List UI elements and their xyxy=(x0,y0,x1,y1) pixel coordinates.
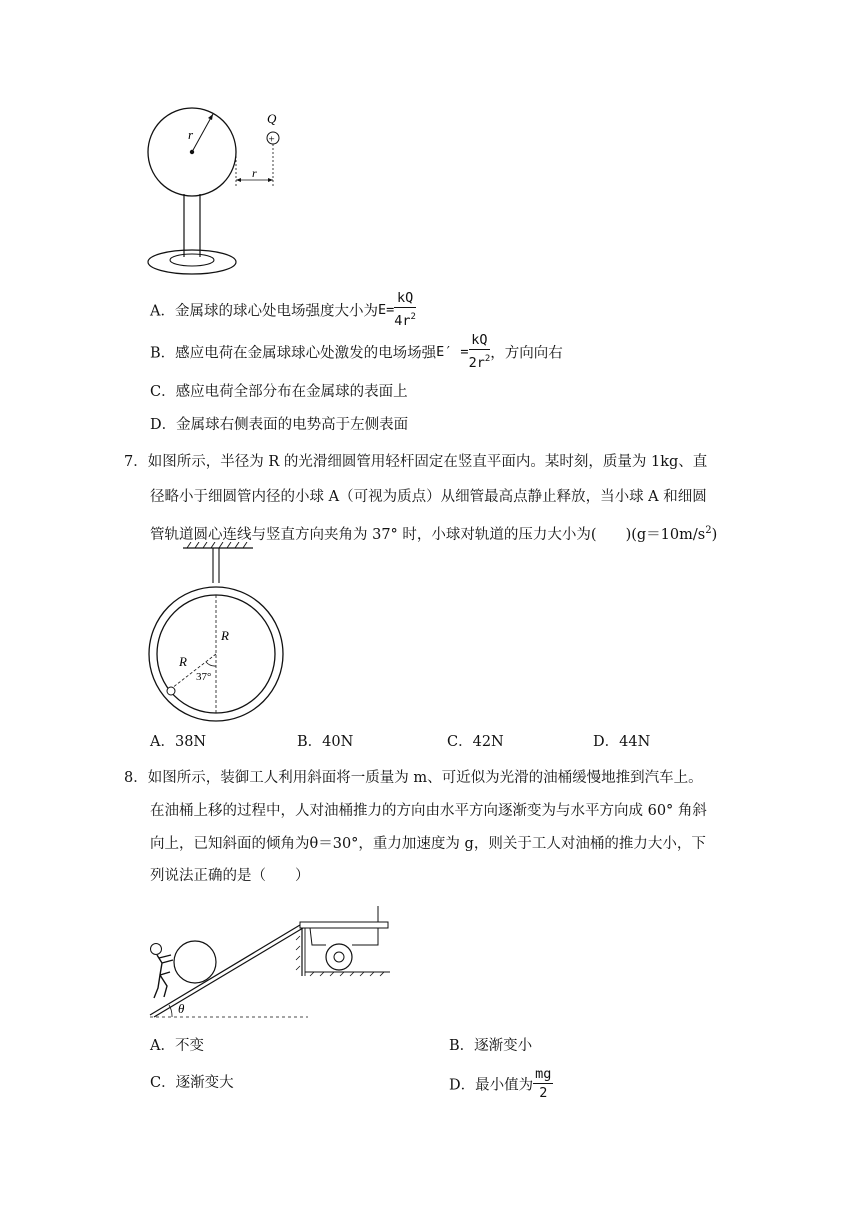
q7-line-2: 径略小于细圆管内径的小球 A（可视为质点）从细管最高点静止释放，当小球 A 和细圆 xyxy=(150,489,707,505)
q8-line-2: 在油桶上移的过程中，人对油桶推力的方向由水平方向逐渐变为与水平方向成 60° 角斜 xyxy=(150,803,707,819)
frac-numerator: kQ xyxy=(469,332,491,350)
q8-option-d-text: D．最小值为 xyxy=(449,1077,534,1094)
q7-line-3-sup: 2 xyxy=(705,525,712,536)
q7-option-d: D．44N xyxy=(593,734,651,750)
q6-option-a-fraction xyxy=(394,290,416,330)
q6-option-a-text: A．金属球的球心处电场强度大小为 xyxy=(150,303,378,320)
q6-option-c: C．感应电荷全部分布在金属球的表面上 xyxy=(150,384,408,400)
ring-radius-label-left: R xyxy=(179,654,187,669)
distance-label: r xyxy=(252,166,257,180)
q8-line-4: 列说法正确的是（ ） xyxy=(150,868,310,884)
frac-denominator: 2 xyxy=(539,1085,548,1101)
q6-option-b xyxy=(150,332,563,372)
plus-sign: + xyxy=(268,133,275,146)
q7-line-1: 7．如图所示，半径为 R 的光滑细圆管用轻杆固定在竖直平面内。某时刻，质量为 1kg、直 xyxy=(124,454,708,470)
radius-label: r xyxy=(188,127,194,142)
q6-option-b-eq: = xyxy=(460,344,469,360)
q6-option-b-lhs: E′ xyxy=(436,344,453,360)
q8-option-d-fraction xyxy=(533,1066,553,1102)
frac-exponent: 2 xyxy=(410,312,416,322)
q7-line-3-main: 管轨道圆心连线与竖直方向夹角为 37° 时，小球对轨道的压力大小为( )(g＝10m/s xyxy=(150,526,706,543)
angle-label: 37° xyxy=(196,671,212,683)
q7-option-b: B．40N xyxy=(297,734,354,750)
frac-exponent: 2 xyxy=(484,354,491,364)
q6-option-a-lhs: E= xyxy=(377,302,395,318)
incline-angle-label: θ xyxy=(178,1001,185,1016)
q8-option-d xyxy=(449,1066,553,1102)
frac-denominator: 4r xyxy=(394,313,411,329)
q7-option-c: C．42N xyxy=(447,734,504,750)
q8-option-a: A．不变 xyxy=(150,1038,204,1054)
frac-numerator: mg xyxy=(535,1066,552,1082)
q8-line-1: 8．如图所示，装御工人利用斜面将一质量为 m、可近似为光滑的油桶缓慢地推到汽车上。 xyxy=(124,770,703,786)
q6-option-b-tail: ，方向向右 xyxy=(490,345,563,362)
q7-line-3-end: ) xyxy=(711,526,718,543)
frac-numerator: kQ xyxy=(394,290,416,308)
q6-option-b-text: B．感应电荷在金属球球心处激发的电场场强 xyxy=(150,345,437,362)
ring-figure xyxy=(145,542,295,726)
charge-label: Q xyxy=(267,111,277,126)
q7-option-a: A．38N xyxy=(150,734,207,750)
sphere-figure xyxy=(140,105,300,285)
q8-option-c: C．逐渐变大 xyxy=(150,1075,234,1091)
ramp-figure xyxy=(140,900,400,1025)
q8-option-b: B．逐渐变小 xyxy=(449,1038,533,1054)
frac-denominator: 2r xyxy=(468,355,485,371)
q8-line-3: 向上，已知斜面的倾角为θ＝30°，重力加速度为 g，则关于工人对油桶的推力大小，下 xyxy=(150,836,706,852)
ring-radius-label-top: R xyxy=(221,628,229,643)
q6-option-a xyxy=(150,290,416,330)
q6-option-d: D．金属球右侧表面的电势高于左侧表面 xyxy=(150,417,409,433)
q6-option-b-fraction xyxy=(469,332,491,372)
